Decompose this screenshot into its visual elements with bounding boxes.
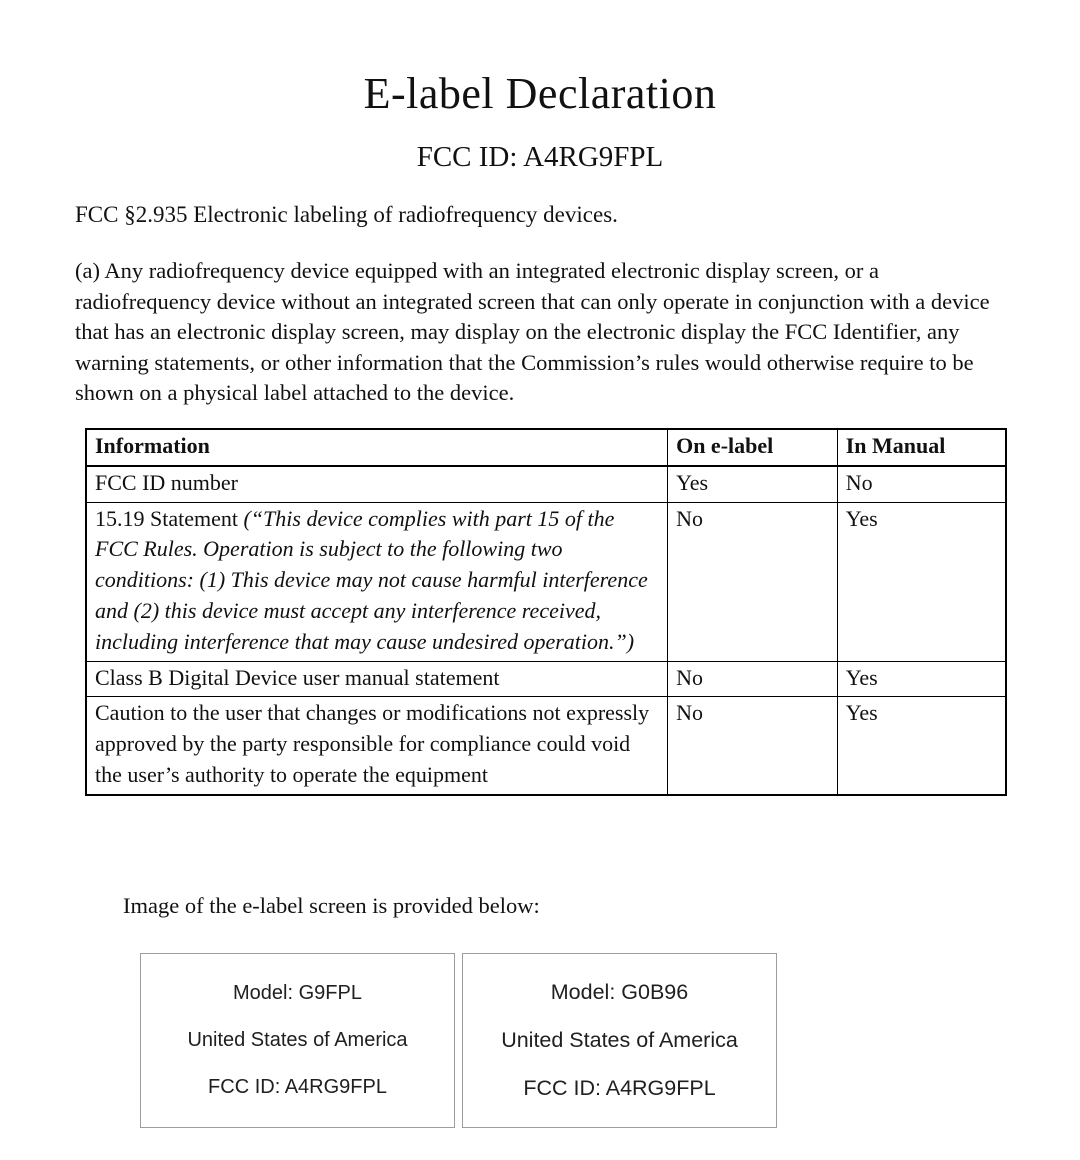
info-text: 15.19 Statement <box>95 505 244 531</box>
cell-in-manual: Yes <box>837 502 1006 661</box>
elabel-screens <box>140 953 777 1128</box>
cell-information <box>86 661 668 697</box>
page-title: E-label Declaration <box>363 69 717 118</box>
elabel-screen-g0b96 <box>462 953 777 1128</box>
cell-on-elabel: Yes <box>668 466 838 502</box>
table-row <box>86 661 1006 697</box>
elabel-screen-g9fpl <box>140 953 455 1128</box>
table-row <box>86 697 1006 795</box>
fcc-id-subtitle: FCC ID: A4RG9FPL <box>416 141 664 173</box>
cell-in-manual: Yes <box>837 661 1006 697</box>
regulation-paragraph: (a) Any radiofrequency device equipped with an integrated electronic display screen, or a radiofrequency device without an integrated screen that can only operate in conjunction with a device that has an electronic display screen, may display on the electronic display the FCC Identifier, any warning statements, or other information that the Commission’s rules would otherwise require to be shown on a physical label attached to the device. <box>75 258 990 406</box>
elabel-image-caption: Image of the e-label screen is provided below: <box>123 893 540 918</box>
regulation-heading: FCC §2.935 Electronic labeling of radiofrequency devices. <box>75 202 618 227</box>
cell-information <box>86 502 668 661</box>
cell-on-elabel: No <box>668 502 838 661</box>
elabel-fcc-id: FCC ID: A4RG9FPL <box>523 1076 716 1100</box>
elabel-model: Model: G9FPL <box>233 982 362 1004</box>
elabel-country: United States of America <box>501 1028 738 1052</box>
info-text: Class B Digital Device user manual statement <box>95 664 500 690</box>
header-on-elabel: On e-label <box>668 429 838 466</box>
header-in-manual: In Manual <box>837 429 1006 466</box>
table-row <box>86 466 1006 502</box>
info-italic-text: (“This device complies with part 15 of the FCC Rules. Operation is subject to the following two conditions: (1) This device may not cause harmful interference and (2) this device must accept any interference received, including interference that may cause undesired operation.”) <box>95 505 648 654</box>
header-information: Information <box>86 429 668 466</box>
table-row <box>86 502 1006 661</box>
cell-on-elabel: No <box>668 661 838 697</box>
cell-in-manual: Yes <box>837 697 1006 795</box>
elabel-fcc-id: FCC ID: A4RG9FPL <box>208 1076 387 1098</box>
info-text: FCC ID number <box>95 469 238 495</box>
elabel-country: United States of America <box>187 1029 408 1051</box>
cell-in-manual: No <box>837 466 1006 502</box>
cell-on-elabel: No <box>668 697 838 795</box>
table-header-row <box>86 429 1006 466</box>
elabel-model: Model: G0B96 <box>550 980 689 1004</box>
cell-information <box>86 466 668 502</box>
cell-information <box>86 697 668 795</box>
elabel-declaration-table <box>85 428 1007 796</box>
info-text: Caution to the user that changes or modifications not expressly approved by the party responsible for compliance could void the user’s authority to operate the equipment <box>95 700 650 787</box>
